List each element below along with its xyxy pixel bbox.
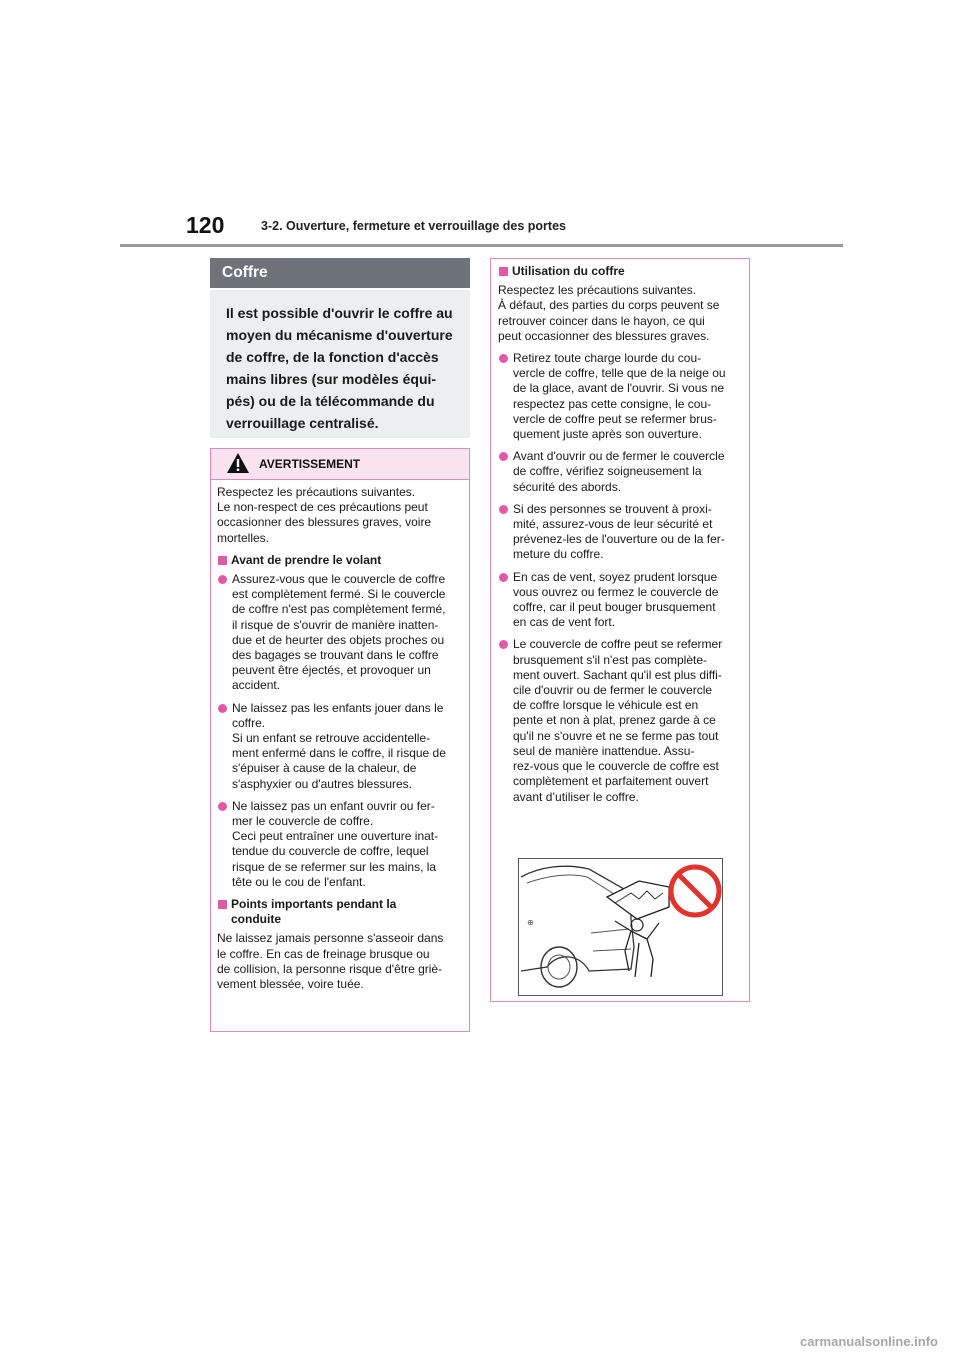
text-line: vercle de coffre peut se refermer brus- bbox=[513, 411, 717, 426]
text-line: occasionner des blessures graves, voire bbox=[217, 515, 432, 530]
running-header: 3-2. Ouverture, fermeture et verrouillage des portes bbox=[261, 219, 566, 233]
bullet-item bbox=[498, 502, 742, 563]
round-bullet-icon bbox=[499, 354, 508, 363]
sub-heading-text: Utilisation du coffre bbox=[512, 264, 625, 278]
intro-line: Il est possible d'ouvrir le coffre au bbox=[226, 305, 453, 321]
text-line: Ne laissez pas un enfant ouvrir ou fer- bbox=[232, 798, 435, 813]
text-line: Avant d'ouvrir ou de fermer le couvercle bbox=[513, 449, 725, 464]
text-line: vement blessée, voire tuée. bbox=[217, 977, 364, 992]
round-bullet-icon bbox=[499, 452, 508, 461]
text-line: de collision, la personne risque d'être griè- bbox=[217, 961, 443, 976]
sub-heading bbox=[217, 897, 462, 927]
text-line: brusquement s'il n'est pas complète- bbox=[513, 652, 708, 667]
text-line: coffre, car il peut bouger brusquement bbox=[513, 600, 716, 615]
section-title-bar: Coffre bbox=[210, 258, 470, 288]
text-line: Retirez toute charge lourde du cou- bbox=[513, 351, 702, 366]
bullet-item bbox=[217, 799, 462, 890]
intro-box bbox=[210, 290, 470, 438]
bullet-item bbox=[217, 572, 462, 694]
trunk-illustration bbox=[518, 858, 723, 996]
round-bullet-icon bbox=[499, 505, 508, 514]
text-line: prévenez-les de l'ouverture ou de la fer- bbox=[513, 532, 725, 547]
header-rule bbox=[120, 244, 843, 247]
text-line: seul de manière inattendue. Assu- bbox=[513, 743, 695, 758]
text-line: s'épuiser à cause de la chaleur, de bbox=[232, 761, 417, 776]
usage-box bbox=[490, 258, 750, 1002]
text-line: due et de heurter des objets proches ou bbox=[232, 632, 445, 647]
text-line: des bagages se trouvant dans le coffre bbox=[232, 648, 439, 663]
text-line: retrouver coincer dans le hayon, ce qui bbox=[498, 313, 705, 328]
intro-line: mains libres (sur modèles équi- bbox=[226, 371, 437, 387]
text-line: ment enfermé dans le coffre, il risque de bbox=[232, 746, 446, 761]
svg-text:⊕: ⊕ bbox=[527, 918, 534, 927]
intro-line: moyen du mécanisme d'ouverture bbox=[226, 327, 453, 343]
intro-line: verrouillage centralisé. bbox=[226, 415, 379, 431]
text-line: coffre. bbox=[232, 715, 266, 730]
intro-line: pés) ou de la télécommande du bbox=[226, 393, 435, 409]
round-bullet-icon bbox=[499, 573, 508, 582]
text-line: tendue du couvercle de coffre, lequel bbox=[232, 844, 429, 859]
warning-box bbox=[210, 448, 470, 1032]
text-line: de la glace, avant de l'ouvrir. Si vous ne bbox=[513, 381, 725, 396]
text-line: quement juste après son ouverture. bbox=[513, 427, 702, 442]
sub-heading bbox=[498, 264, 742, 279]
warning-paragraph bbox=[217, 931, 462, 992]
text-line: Si des personnes se trouvent à proxi- bbox=[513, 501, 712, 516]
text-line: tête ou le cou de l'enfant. bbox=[232, 874, 366, 889]
bullet-item bbox=[498, 351, 742, 442]
round-bullet-icon bbox=[218, 704, 227, 713]
text-line: mité, assurez-vous de leur sécurité et bbox=[513, 517, 713, 532]
text-line: rez-vous que le couvercle de coffre est bbox=[513, 759, 719, 774]
round-bullet-icon bbox=[499, 640, 508, 649]
text-line: le coffre. En cas de freinage brusque ou bbox=[217, 946, 430, 961]
round-bullet-icon bbox=[218, 802, 227, 811]
sub-heading-text: conduite bbox=[231, 912, 281, 927]
warning-body bbox=[211, 480, 469, 992]
bullet-item bbox=[498, 570, 742, 631]
car-trunk-illustration-icon bbox=[519, 859, 722, 995]
text-line: vercle de coffre, telle que de la neige ou bbox=[513, 366, 726, 381]
text-line: qu'il ne s'ouvre et ne se ferme pas tout bbox=[513, 728, 719, 743]
text-line: respectez pas cette consigne, le cou- bbox=[513, 396, 712, 411]
text-line: Ne laissez jamais personne s'asseoir dans bbox=[217, 931, 444, 946]
text-line: de coffre n'est pas complètement fermé, bbox=[232, 602, 446, 617]
text-line: Respectez les précautions suivantes. bbox=[217, 485, 416, 499]
text-line: sécurité des abords. bbox=[513, 479, 622, 494]
round-bullet-icon bbox=[218, 575, 227, 584]
sub-heading-text: Avant de prendre le volant bbox=[231, 552, 382, 567]
text-line: Respectez les précautions suivantes. bbox=[498, 283, 697, 298]
text-line: Le non-respect de ces précautions peut bbox=[217, 500, 428, 515]
sub-heading-text: Points importants pendant la bbox=[231, 897, 397, 912]
text-line: En cas de vent, soyez prudent lorsque bbox=[513, 569, 718, 584]
text-line: ment ouvert. Sachant qu'il est plus diffi- bbox=[513, 667, 722, 682]
text-line: de coffre, vérifiez soigneusement la bbox=[513, 464, 702, 479]
warning-header bbox=[211, 449, 469, 480]
text-line: pente et non à plat, prenez garde à ce bbox=[513, 713, 716, 728]
text-line: accident. bbox=[232, 678, 281, 693]
text-line: peuvent être éjectés, et provoquer un bbox=[232, 663, 431, 678]
text-line: Assurez-vous que le couvercle de coffre bbox=[232, 572, 446, 587]
text-line: il risque de s'ouvrir de manière inatten- bbox=[232, 617, 439, 632]
square-bullet-icon bbox=[218, 556, 227, 565]
text-line: risque de se refermer sur les mains, la bbox=[232, 859, 437, 874]
warning-intro bbox=[217, 485, 462, 546]
square-bullet-icon bbox=[218, 900, 227, 909]
bullet-item bbox=[498, 449, 742, 495]
square-bullet-icon bbox=[499, 267, 508, 276]
watermark: carmanualsonline.info bbox=[800, 1334, 938, 1349]
text-line: complètement et parfaitement ouvert bbox=[513, 774, 709, 789]
bullet-item bbox=[498, 637, 742, 804]
text-line: avant d’utiliser le coffre. bbox=[513, 789, 639, 804]
bullet-item bbox=[217, 701, 462, 792]
text-line: mer le couvercle de coffre. bbox=[232, 814, 374, 829]
sub-heading bbox=[217, 553, 462, 568]
intro-line: de coffre, de la fonction d'accès bbox=[226, 349, 439, 365]
text-line: mortelles. bbox=[217, 530, 270, 545]
text-line: meture du coffre. bbox=[513, 547, 604, 562]
text-line: Si un enfant se retrouve accidentelle- bbox=[232, 731, 431, 746]
warning-triangle-icon bbox=[226, 452, 250, 474]
warning-title: AVERTISSEMENT bbox=[259, 457, 361, 471]
text-line: en cas de vent fort. bbox=[513, 615, 616, 630]
text-line: Le couvercle de coffre peut se refermer bbox=[513, 637, 723, 652]
text-line: peut occasionner des blessures graves. bbox=[498, 328, 710, 343]
text-line: Ceci peut entraîner une ouverture inat- bbox=[232, 829, 439, 844]
text-line: À défaut, des parties du corps peuvent se bbox=[498, 298, 720, 313]
text-line: vous ouvrez ou fermez le couvercle de bbox=[513, 584, 719, 599]
text-line: cile d'ouvrir ou de fermer le couvercle bbox=[513, 683, 713, 698]
text-line: de coffre lorsque le véhicule est en bbox=[513, 698, 699, 713]
text-line: est complètement fermé. Si le couvercle bbox=[232, 587, 446, 602]
page-number: 120 bbox=[186, 212, 225, 238]
text-line: Ne laissez pas les enfants jouer dans le bbox=[232, 700, 444, 715]
text-line: s'asphyxier ou d'autres blessures. bbox=[232, 776, 413, 791]
usage-intro bbox=[498, 283, 742, 344]
